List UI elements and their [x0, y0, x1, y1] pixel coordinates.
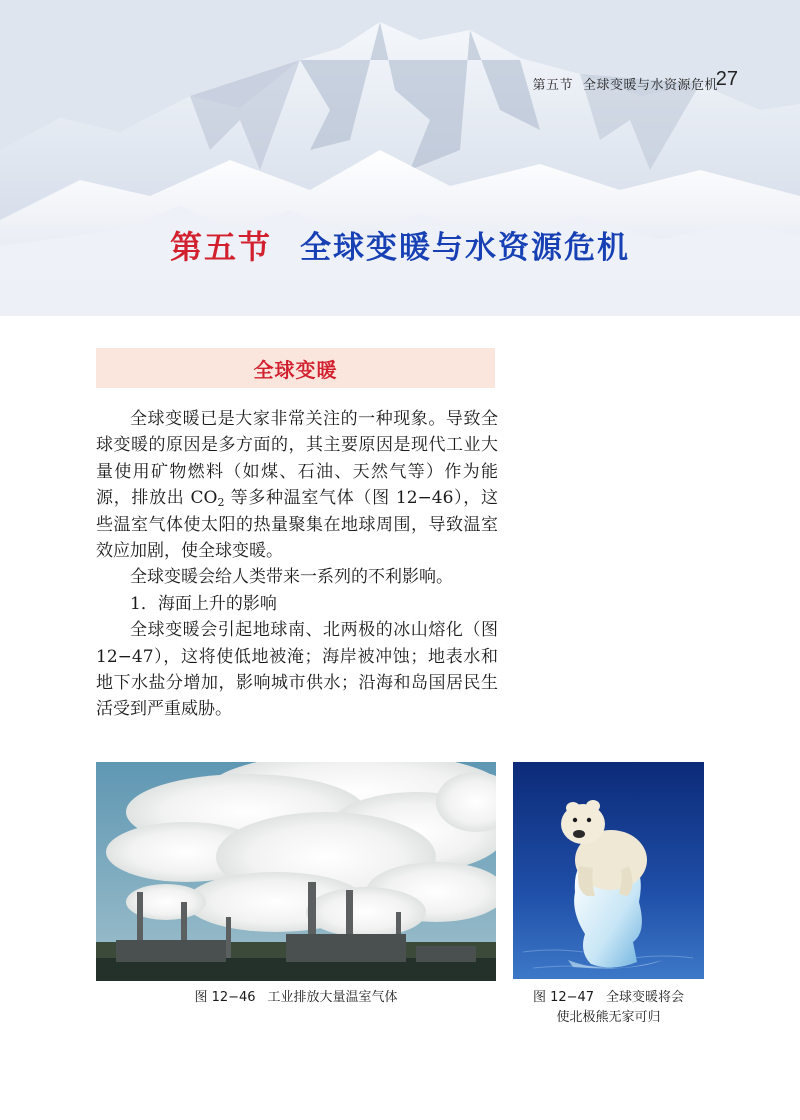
- page-title: [0, 222, 800, 268]
- mountain-illustration: [0, 0, 800, 316]
- list-heading-sea-level: 1．海面上升的影响: [130, 593, 277, 614]
- subsection-heading-bar: [96, 348, 495, 388]
- paragraph-causes: [96, 406, 498, 564]
- figure-caption-text-12-46: 工业排放大量温室气体: [267, 990, 398, 1005]
- figure-number-12-47: 图 12−47: [532, 990, 595, 1005]
- subsection-heading: 全球变暖: [253, 357, 338, 382]
- figure-industrial-emissions: [96, 762, 496, 981]
- running-head: [532, 74, 718, 93]
- factory-smoke-image: [96, 762, 496, 981]
- figure-number-12-46: 图 12−46: [194, 990, 256, 1005]
- figure-caption-text-12-47-line2: 使北极熊无家可归: [556, 1010, 661, 1025]
- paragraph-causes-part2: 等多种温室气体（图 12−46），这些温室气体使太阳的热量聚集在地球周围，导致温室效应加剧，使全球变暖。: [96, 488, 498, 562]
- paragraph-effects-intro: 全球变暖会给人类带来一系列的不利影响。: [130, 567, 453, 588]
- co2-subscript: 2: [217, 496, 225, 510]
- figure-caption-text-12-47-line1: 全球变暖将会: [606, 990, 685, 1005]
- running-head-title: 全球变暖与水资源危机: [582, 78, 718, 93]
- polar-bear-image: [513, 762, 704, 979]
- body-text: [96, 406, 498, 723]
- figure-caption-12-47: [506, 988, 711, 1028]
- title-section-number: 第五节: [169, 228, 272, 266]
- figure-polar-bear: [513, 762, 704, 979]
- figure-caption-12-46: [96, 988, 496, 1008]
- running-head-section: 第五节: [532, 78, 573, 93]
- header-banner: [0, 0, 800, 316]
- paragraph-causes-part1: 全球变暖已是大家非常关注的一种现象。导致全球变暖的原因是多方面的，其主要原因是现代工业大量使用矿物燃料（如煤、石油、天然气等）作为能源，排放出 CO: [96, 409, 498, 509]
- page-number: 27: [715, 68, 738, 90]
- title-main: 全球变暖与水资源危机: [300, 230, 630, 266]
- paragraph-sea-level: 全球变暖会引起地球南、北两极的冰山熔化（图 12−47），这将使低地被淹；海岸被冲蚀；地表水和地下水盐分增加，影响城市供水；沿海和岛国居民生活受到严重威胁。: [96, 620, 498, 720]
